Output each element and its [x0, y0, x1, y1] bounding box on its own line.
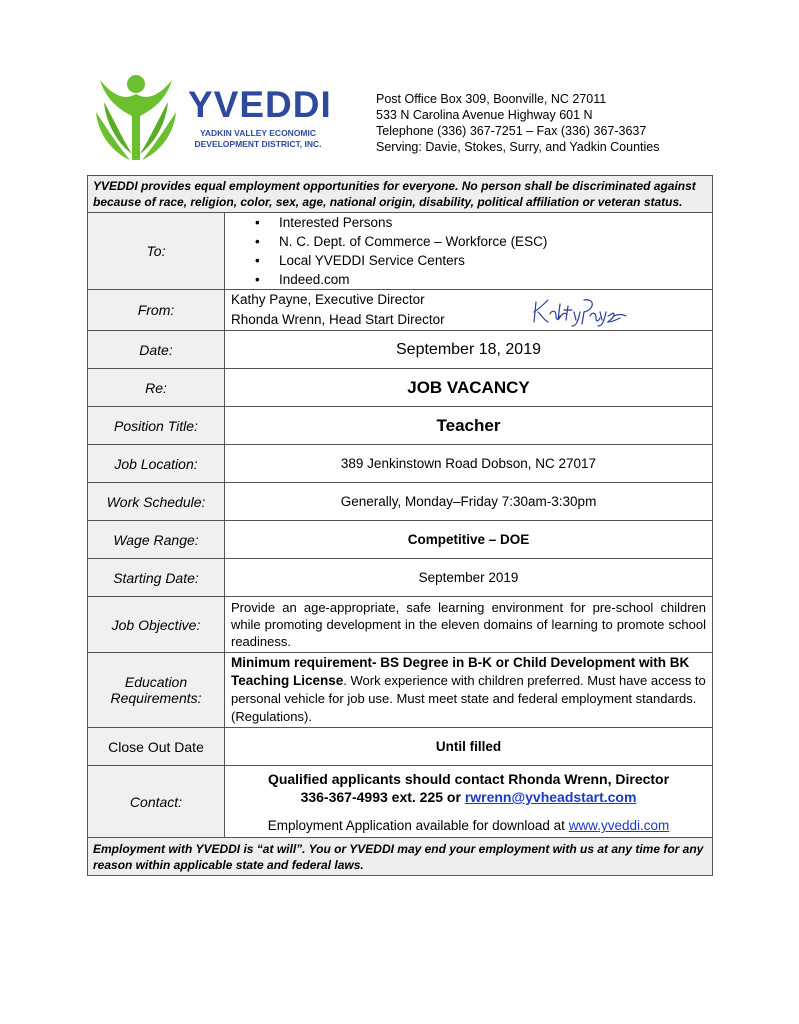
education-label-line-1: Education: [124, 674, 188, 690]
education-value: [225, 653, 713, 728]
at-will-banner: Employment with YVEDDI is “at will”. You or YVEDDI may end your employment with us at any time for any reason within applicable state and federal laws.: [88, 838, 713, 876]
logo-subtitle: [184, 128, 332, 150]
education-label: [88, 653, 225, 728]
wage-range-value: Competitive – DOE: [225, 521, 713, 559]
to-label: To:: [88, 213, 225, 290]
date-label: Date:: [88, 331, 225, 369]
job-location-label: Job Location:: [88, 445, 225, 483]
address-po-box: Post Office Box 309, Boonville, NC 27011: [376, 92, 607, 106]
contact-value: [225, 766, 713, 838]
job-location-value: 389 Jenkinstown Road Dobson, NC 27017: [225, 445, 713, 483]
logo-wordmark: YVEDDI: [188, 84, 332, 125]
education-minimum-requirement: Minimum requirement- BS Degree in B-K or Child Development with BK Teaching License: [231, 655, 690, 688]
re-label: Re:: [88, 369, 225, 407]
from-value: [225, 290, 713, 331]
logo-figure-icon: [92, 72, 182, 164]
job-vacancy-table: [87, 175, 713, 876]
work-schedule-value: Generally, Monday–Friday 7:30am-3:30pm: [225, 483, 713, 521]
address-serving: Serving: Davie, Stokes, Surry, and Yadkin Counties: [376, 140, 660, 154]
to-item-nc-commerce: • N. C. Dept. of Commerce – Workforce (ESC): [255, 232, 706, 251]
logo-subtitle-line-2: DEVELOPMENT DISTRICT, INC.: [194, 139, 322, 149]
download-application-line: [231, 818, 706, 833]
contact-label: Contact:: [88, 766, 225, 838]
yveddi-logo: [92, 72, 332, 164]
to-list: [231, 213, 706, 289]
contact-phone: 336-367-4993 ext. 225 or: [300, 789, 465, 805]
to-item-interested-persons: • Interested Persons: [255, 213, 706, 232]
to-item-service-centers: • Local YVEDDI Service Centers: [255, 251, 706, 270]
contact-instruction: Qualified applicants should contact Rhonda Wrenn, Director: [267, 771, 670, 787]
position-title-value: Teacher: [225, 407, 713, 445]
to-value: [225, 213, 713, 290]
address-street: 533 N Carolina Avenue Highway 601 N: [376, 108, 593, 122]
from-head-start-director: Rhonda Wrenn, Head Start Director: [231, 312, 445, 327]
address-block: [376, 91, 659, 155]
position-title-label: Position Title:: [88, 407, 225, 445]
logo-subtitle-line-1: YADKIN VALLEY ECONOMIC: [199, 128, 317, 138]
education-details: . Work experience with children preferred. Must have access to personal vehicle for job use. Must meet state and federal employment standards. (Regulations).: [231, 673, 706, 724]
to-item-indeed: • Indeed.com: [255, 270, 706, 289]
download-text: Employment Application available for download at: [267, 818, 569, 833]
contact-phone-email: [231, 788, 706, 806]
from-executive-director: Kathy Payne, Executive Director: [231, 292, 425, 307]
contact-email-link[interactable]: rwrenn@yvheadstart.com: [464, 789, 637, 805]
close-out-date-label: Close Out Date: [88, 728, 225, 766]
signature-kathy-payne: [530, 294, 630, 328]
from-label: From:: [88, 290, 225, 331]
website-link[interactable]: www.yveddi.com: [568, 818, 670, 833]
education-label-line-2: Requirements:: [110, 690, 202, 706]
wage-range-label: Wage Range:: [88, 521, 225, 559]
starting-date-label: Starting Date:: [88, 559, 225, 597]
job-objective-label: Job Objective:: [88, 597, 225, 653]
date-value: September 18, 2019: [225, 331, 713, 369]
re-value: JOB VACANCY: [225, 369, 713, 407]
close-out-date-value: Until filled: [225, 728, 713, 766]
starting-date-value: September 2019: [225, 559, 713, 597]
eeo-banner: YVEDDI provides equal employment opportunities for everyone. No person shall be discriminated against because of race, religion, color, sex, age, national origin, disability, political affiliation or veteran status.: [88, 176, 713, 213]
work-schedule-label: Work Schedule:: [88, 483, 225, 521]
address-phone-fax: Telephone (336) 367-7251 – Fax (336) 367-3637: [376, 124, 647, 138]
job-objective-value: Provide an age-appropriate, safe learning environment for pre-school children while promoting development in the eleven domains of learning to promote school readiness.: [225, 597, 713, 653]
